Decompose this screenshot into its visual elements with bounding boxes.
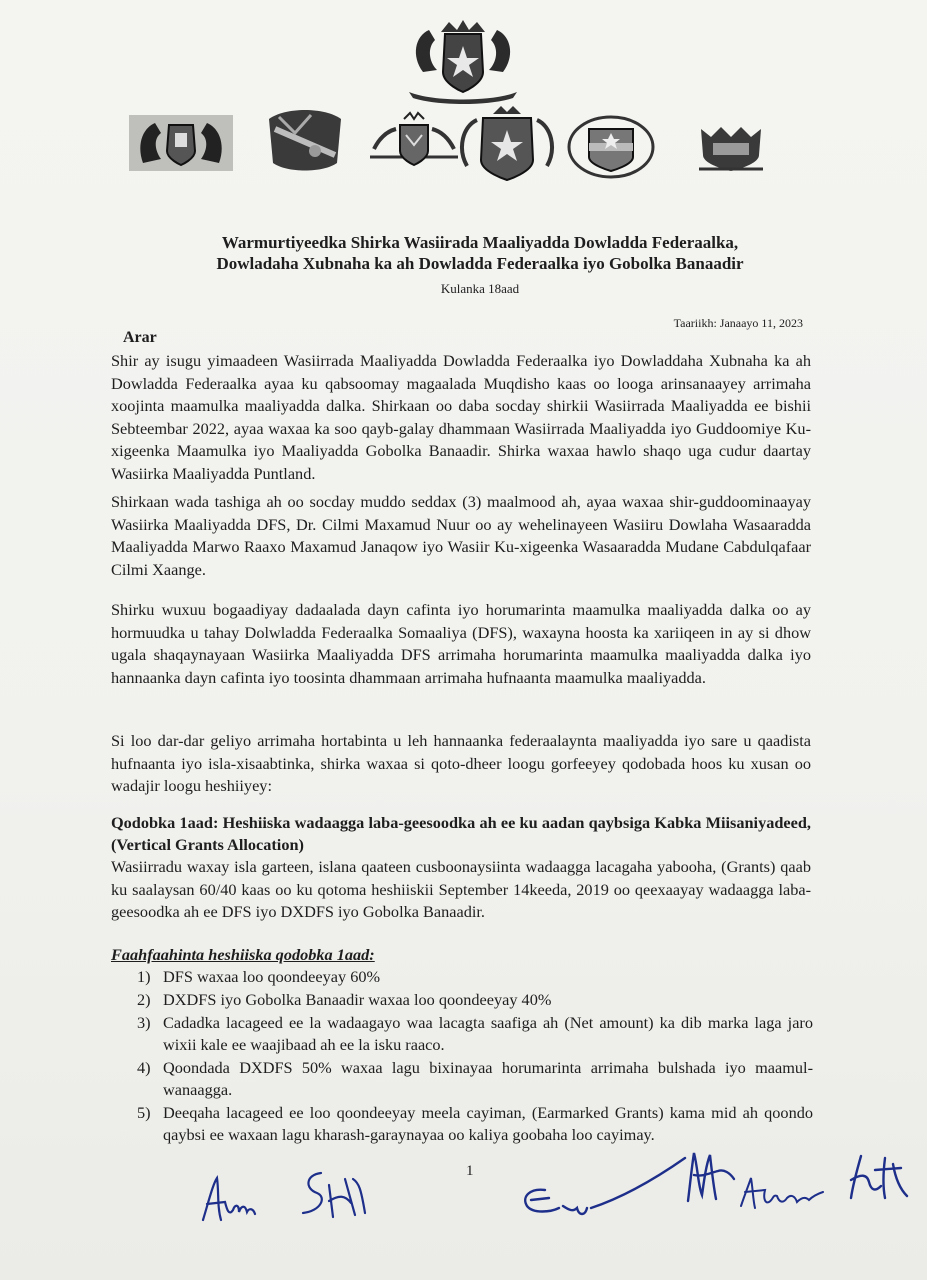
list-item-text: Cadadka lacageed ee la wadaagayo waa lacagta saafiga ah (Net amount) ka dib marka laga jaro wixii kale ee waajibaad ah ee la isku raaco. (163, 1013, 813, 1054)
list-item (133, 966, 813, 988)
document-date: Taariikh: Janaayo 11, 2023 (673, 316, 803, 330)
title-line-2: Dowladaha Xubnaha ka ah Dowladda Federaalka iyo Gobolka Banaadir (216, 254, 744, 273)
list-item (133, 1057, 813, 1101)
meeting-number: Kulanka 18aad (440, 281, 520, 296)
list-item-text: Deeqaha lacageed ee loo qoondeeyay meela cayiman, (Earmarked Grants) kama mid ah qoondo qaybsi ee waxaan lagu kharash-garaynayaa oo kaliya goobaha loo cayimay. (163, 1103, 813, 1144)
clause-1-details-list (133, 966, 813, 1147)
list-item-number: 2) (137, 990, 151, 1009)
intro-label: Arar (123, 329, 157, 346)
signature-5 (735, 1170, 830, 1215)
hirshabelle-emblem-icon (370, 113, 458, 165)
intro-paragraph-2: Shirkaan wada tashiga ah oo socday muddo seddax (3) maalmood ah, ayaa waxaa shir-guddoominaayay Wasiirka Maaliyadda DFS, Dr. Cilmi Maxamud Nuur oo ay wehelinayeen Wasiiru Dowlaha Wasaaradda Maaliyadda Marwo Raaxo Maxamud Janaqow iyo Wasiir Ku-xigeenka Wasaaradda Mudane Cabdulqafaar Cilmi Xaange. (111, 492, 811, 579)
clause-1-body: Wasiirradu waxay isla garteen, islana qaateen cusboonaysiinta wadaagga lacagaha yabooha, (Grants) qaab ku saalaysan 60/40 kaas oo ku qotoma heshiiskii September 14keeda, 2019 oo qeexaayay wadaagga laba-geesoodka ah ee DFS iyo DXDFS iyo Gobolka Banaadir. (111, 857, 811, 921)
signature-4 (680, 1145, 740, 1215)
document-title (100, 232, 860, 274)
page-number: 1 (466, 1163, 474, 1179)
signature-1 (195, 1170, 265, 1230)
banadir-emblem-icon (129, 115, 233, 171)
southwest-emblem-icon (569, 117, 653, 177)
galmudug-emblem-icon (269, 110, 341, 171)
title-line-1: Warmurtiyeedka Shirka Wasiirada Maaliyadda Dowladda Federaalka, (221, 233, 739, 252)
intro-paragraph-1: Shir ay isugu yimaadeen Wasiirrada Maaliyadda Dowladda Federaalka iyo Dowladdaha Xubnaha ka ah Dowladda Federaalka ayaa ku qabsoomay magaalada Muqdisho kaas oo looga arinsanaayey arrimaha xoojinta maamulka maaliyadda dalka. Shirkaan oo daba socday shirkii Wasiirrada Maaliyadda ee bishii Sebteembar 2022, ayaa waxaa ka soo qayb-galay dhammaan Wasiirrada Maaliyadda iyo Guddoomiye Ku-xigeenka Maamulka iyo Maaliyadda Gobolka Banaadir. Shirka waxaa hawlo shaqo uga cudur daartay Wasiirka Maaliyadda Puntland. (111, 351, 811, 483)
signature-2 (295, 1165, 375, 1225)
list-item-text: DFS waxaa loo qoondeeyay 60% (163, 967, 381, 986)
list-item-text: Qoondada DXDFS 50% waxaa lagu bixinayaa horumarinta arrimaha bulshada iyo maamul-wanaagga. (163, 1058, 813, 1099)
somalia-coat-of-arms-icon (409, 20, 517, 104)
signature-3 (515, 1150, 705, 1230)
list-item (133, 989, 813, 1011)
list-item-number: 1) (137, 967, 151, 986)
list-item (133, 1102, 813, 1146)
jubaland-emblem-icon (462, 106, 552, 180)
signature-6 (845, 1148, 920, 1208)
list-item-number: 4) (137, 1058, 151, 1077)
list-item-number: 3) (137, 1013, 151, 1032)
emblems-row (0, 0, 927, 200)
intro-paragraph-4: Si loo dar-dar geliyo arrimaha hortabinta u leh hannaanka federaalaynta maaliyadda iyo sare u qaadista hufnaanta iyo isla-xisaabtinka, shirka waxaa si qoto-dheer loogu gorfeeyey qodobada hoos ku xusan oo wadajir loogu heshiiyey: (111, 731, 811, 795)
list-item-text: DXDFS iyo Gobolka Banaadir waxaa loo qoondeeyay 40% (163, 990, 552, 1009)
intro-paragraph-3: Shirku wuxuu bogaadiyay dadaalada dayn cafinta iyo horumarinta maamulka maaliyadda dalka oo ay hormuudka u tahay Dolwladda Federaalka Somaaliya (DFS), waxayna hoosta ka xariiqeen in ay si dhow ugala shaqaynayaan Wasiirka Maaliyadda DFS arrimaha horumarinta maamulka maaliyadda dalka iyo hannaanka dayn cafinta iyo toosinta dhammaan arrimaha hufnaanta maamulka maaliyadda. (111, 600, 811, 687)
list-item (133, 1012, 813, 1056)
puntland-emblem-icon (699, 127, 763, 171)
clause-1-details-title: Faahfaahinta heshiiska qodobka 1aad: (111, 945, 375, 964)
list-item-number: 5) (137, 1103, 151, 1122)
clause-1-title: Qodobka 1aad: Heshiiska wadaagga laba-geesoodka ah ee ku aadan qaybsiga Kabka Miisaniyadeed, (Vertical Grants Allocation) (111, 813, 811, 854)
